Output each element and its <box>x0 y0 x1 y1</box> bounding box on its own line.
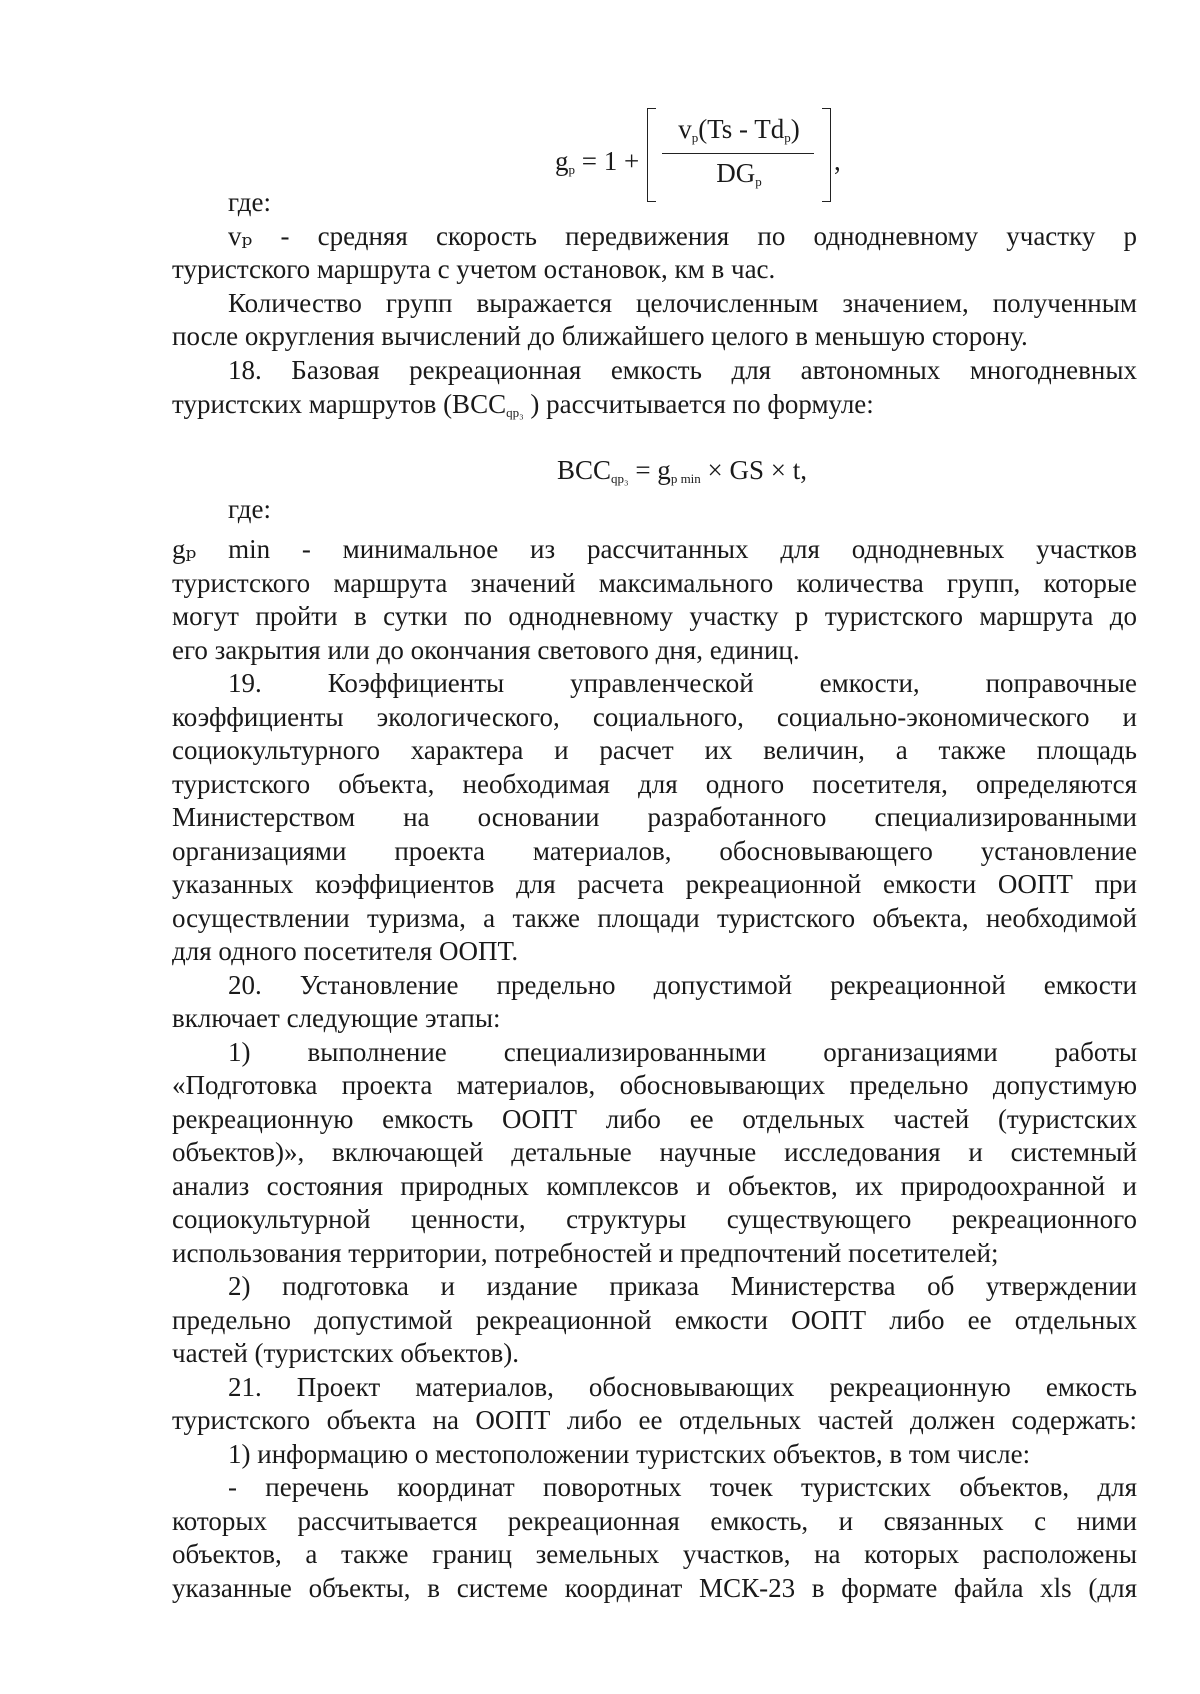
p20-item1-line-3: рекреационную емкость ООПТ либо ее отдельных частей (туристских <box>172 1104 1137 1134</box>
p20-line-2: включает следующие этапы: <box>172 1003 501 1033</box>
where-label-1: где: <box>228 187 271 217</box>
p20-line-1: 20. Установление предельно допустимой рекреационной емкости <box>228 970 1137 1000</box>
p21-bullet-line-3: объектов, а также границ земельных участков, на которых расположены <box>172 1539 1137 1569</box>
p19-line-9: для одного посетителя ООПТ. <box>172 936 519 966</box>
gmin-line-1: gₚ min - минимальное из рассчитанных для однодневных участков <box>172 534 1137 564</box>
groups-line-2: после округления вычислений до ближайшего целого в меньшую сторону. <box>172 321 1028 351</box>
formula-gp-comma: , <box>834 146 841 176</box>
p19-line-2: коэффициенты экологического, социального, социально-экономического и <box>172 702 1137 732</box>
body-text-2 <box>172 0 1137 1694</box>
p19-line-5: Министерством на основании разработанного специализированными <box>172 802 1137 832</box>
p21-bullet-line-1: - перечень координат поворотных точек туристских объектов, для <box>228 1472 1137 1502</box>
p21-line-1: 21. Проект материалов, обосновывающих рекреационную емкость <box>228 1372 1137 1402</box>
gmin-line-4: его закрытия или до окончания светового дня, единиц. <box>172 635 800 665</box>
p19-line-8: осуществлении туризма, а также площади туристского объекта, необходимой <box>172 903 1137 933</box>
p18-line-1: 18. Базовая рекреационная емкость для автономных многодневных <box>228 355 1137 385</box>
p20-item1-line-1: 1) выполнение специализированными организациями работы <box>228 1037 1137 1067</box>
p19-line-6: организациями проекта материалов, обосновывающего установление <box>172 836 1137 866</box>
p19-line-4: туристского объекта, необходимая для одного посетителя, определяются <box>172 769 1137 799</box>
vp-definition-line-1: vₚ - средняя скорость передвижения по однодневному участку p <box>228 221 1137 251</box>
p19-line-1: 19. Коэффициенты управленческой емкости, поправочные <box>228 668 1137 698</box>
formula-gp-lhs: $g_p = 1$ + <box>555 146 640 177</box>
formula-gp-numerator: $v_p(Ts - Td_p)$ <box>678 114 800 145</box>
p21-bullet-line-2: которых рассчитывается рекреационная емкость, и связанных с ними <box>172 1506 1137 1536</box>
p21-line-2: туристского объекта на ООПТ либо ее отдельных частей должен содержать: <box>172 1405 1137 1435</box>
vp-definition-line-2: туристского маршрута с учетом остановок, км в час. <box>172 254 776 284</box>
where-label-2: где: <box>228 494 271 524</box>
formula-bcc: $BCC_{qp_3} = g_{p min}$ × GS × t, <box>557 455 808 486</box>
groups-line-1: Количество групп выражается целочисленным значением, полученным <box>228 288 1137 318</box>
p20-item1-line-2: «Подготовка проекта материалов, обосновывающих предельно допустимую <box>172 1070 1137 1100</box>
p19-line-7: указанных коэффициентов для расчета рекреационной емкости ООПТ при <box>172 869 1137 899</box>
p21-bullet-line-4: указанные объекты, в системе координат МСК-23 в формате файла xls (для <box>172 1573 1137 1603</box>
p20-item1-line-7: использования территории, потребностей и предпочтений посетителей; <box>172 1238 999 1268</box>
p18-line-2: туристских маршрутов ($BCC_{qp_3}$ ) рассчитывается по формуле: <box>172 389 874 420</box>
p19-line-3: социокультурного характера и расчет их величин, а также площадь <box>172 735 1137 765</box>
p20-item1-line-4: объектов)», включающей детальные научные исследования и системный <box>172 1137 1137 1167</box>
p20-item1-line-5: анализ состояния природных комплексов и объектов, их природоохранной и <box>172 1171 1137 1201</box>
p20-item2-line-2: предельно допустимой рекреационной емкости ООПТ либо ее отдельных <box>172 1305 1137 1335</box>
formula-gp-denominator: $DG_p$ <box>716 158 762 189</box>
p21-item1-line: 1) информацию о местоположении туристских объектов, в том числе: <box>228 1439 1031 1469</box>
p20-item1-line-6: социокультурной ценности, структуры существующего рекреационного <box>172 1204 1137 1234</box>
gmin-line-3: могут пройти в сутки по однодневному участку p туристского маршрута до <box>172 601 1137 631</box>
gmin-line-2: туристского маршрута значений максимального количества групп, которые <box>172 568 1137 598</box>
p20-item2-line-1: 2) подготовка и издание приказа Министерства об утверждении <box>228 1271 1137 1301</box>
p20-item2-line-3: частей (туристских объектов). <box>172 1338 520 1368</box>
